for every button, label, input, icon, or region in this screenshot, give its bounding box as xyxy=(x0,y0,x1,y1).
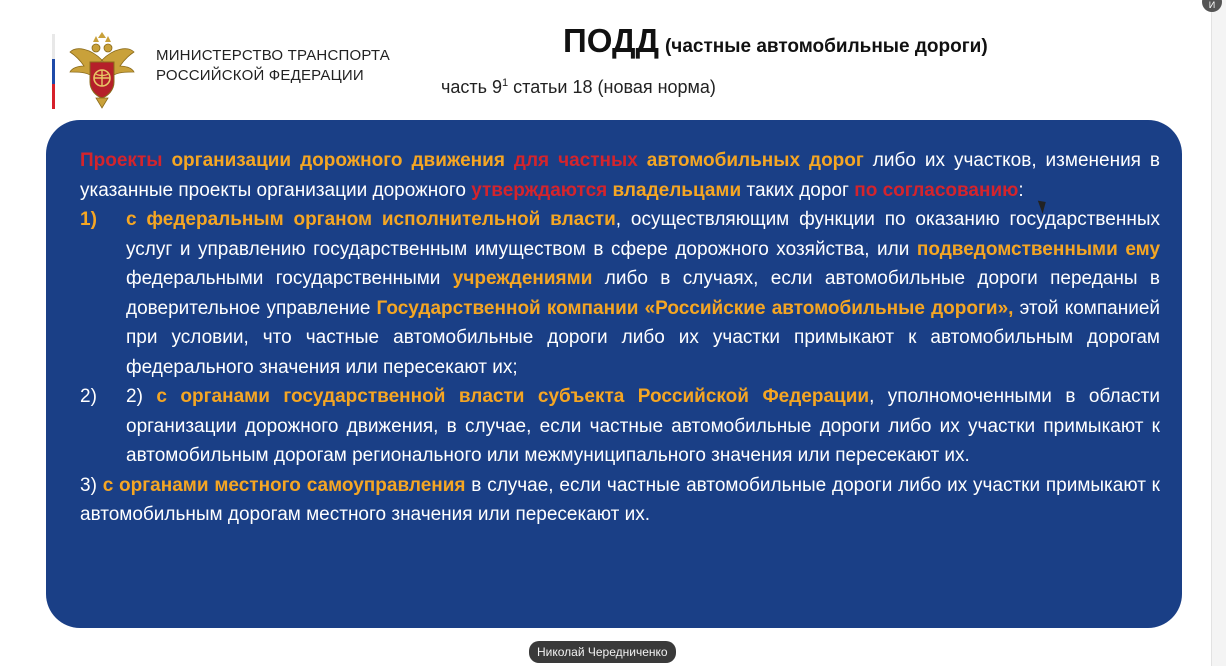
list-number-1: 1) xyxy=(80,209,97,230)
item1-b: , осуществляющим функции по оказанию государственных услуг и управлению государственным имуществом в сфере дорожного хозяйства, или xyxy=(126,209,1160,260)
ministry-line-2: РОССИЙСКОЙ ФЕДЕРАЦИИ xyxy=(156,67,364,84)
item3-a: с органами местного самоуправления xyxy=(102,474,466,496)
item1-f: либо в случаях, если автомобильные дороги переданы в доверительное управление xyxy=(126,268,1160,319)
intro-approved: утверждаются xyxy=(471,179,608,201)
intro-text-1: либо их участков, изменения в указанные проекты организации дорожного xyxy=(80,150,1161,201)
item1-h: этой компанией при условии, что частные автомобильные дороги либо их участки примыкают к автомобильным дорогам федерального значения или пересекают их; xyxy=(126,297,1160,378)
item3-b: в случае, если частные автомобильные дороги либо их участки примыкают к автомобильным дорогам местного значения или пересекают их. xyxy=(80,474,1160,525)
list-item-3 xyxy=(80,471,1160,530)
intro-roads: автомобильных дорог xyxy=(646,150,864,171)
intro-agreement: по согласованию xyxy=(854,179,1019,201)
window-edge xyxy=(1208,0,1226,666)
list-body-1 xyxy=(126,205,1160,382)
intro-paragraph xyxy=(80,146,1160,205)
ministry-emblem-icon xyxy=(66,30,138,110)
item2-pre: 2) xyxy=(126,386,157,407)
list-number-2: 2) xyxy=(80,386,97,407)
russian-flag-stripe-icon xyxy=(52,34,55,109)
item2-b: , уполномоченными в области организации дорожного движения, в случае, если частные автомобильные дороги либо их участки примыкают к автомобильным дорогам регионального или межмуниципального значения или пересекают их. xyxy=(126,386,1160,466)
intro-colon: : xyxy=(1018,179,1024,201)
item1-d: федеральными государственными xyxy=(126,268,453,289)
list-body-2 xyxy=(126,382,1160,471)
item1-c: подведомственными ему xyxy=(916,238,1161,260)
item1-g: Государственной компании «Российские автомобильные дороги», xyxy=(376,297,1014,319)
item1-e: учреждениями xyxy=(452,268,593,289)
speaker-name-tag: Николай Чередниченко xyxy=(529,641,676,663)
ministry-line-1: МИНИСТЕРСТВО ТРАНСПОРТА xyxy=(156,47,390,64)
list-item-2 xyxy=(80,382,1160,471)
slide-subtitle xyxy=(441,77,716,98)
intro-text-2: таких дорог xyxy=(741,179,855,201)
item1-a: с федеральным органом исполнительной власти xyxy=(126,209,616,230)
item2-a: с органами государственной власти субъекта Российской Федерации xyxy=(156,386,870,407)
intro-owners: владельцами xyxy=(612,179,742,201)
subtitle-sup: 1 xyxy=(502,77,509,89)
ministry-name xyxy=(156,46,390,86)
intro-for-private: для частных xyxy=(513,150,638,171)
slide-title xyxy=(563,22,988,60)
corner-avatar-icon[interactable]: И xyxy=(1202,0,1222,12)
subtitle-post: статьи 18 (новая норма) xyxy=(508,77,716,97)
intro-projects: Проекты xyxy=(80,150,163,171)
title-main: ПОДД xyxy=(563,22,659,59)
list-number-3: 3) xyxy=(80,474,97,496)
subtitle-pre: часть 9 xyxy=(441,77,503,97)
title-sub: (частные автомобильные дороги) xyxy=(664,36,988,57)
panel-text xyxy=(80,146,1160,530)
list-item-1 xyxy=(80,205,1160,382)
intro-odd: организации дорожного движения xyxy=(171,150,505,171)
